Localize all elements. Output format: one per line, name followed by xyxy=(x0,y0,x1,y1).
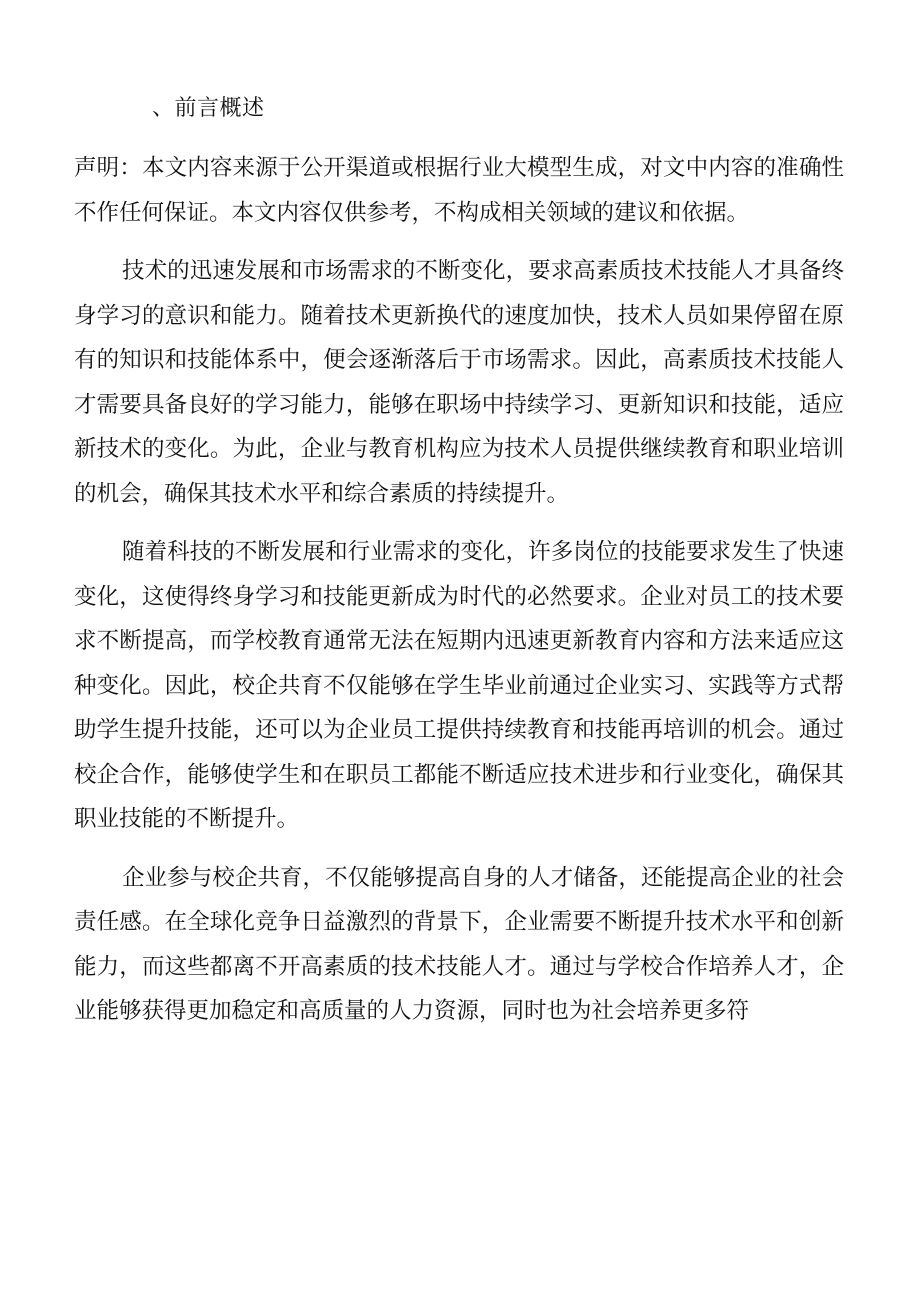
document-body xyxy=(74,146,844,1048)
body-paragraph: 企业参与校企共育，不仅能够提高自身的人才储备，还能提高企业的社会责任感。在全球化竞争日益激烈的背景下，企业需要不断提升技术水平和创新能力，而这些都离不开高素质的技术技能人才。通过与学校合作培养人才，企业能够获得更加稳定和高质量的人力资源，同时也为社会培养更多符 xyxy=(74,864,844,1024)
body-paragraph: 技术的迅速发展和市场需求的不断变化，要求高素质技术技能人才具备终身学习的意识和能力。随着技术更新换代的速度加快，技术人员如果停留在原有的知识和技能体系中，便会逐渐落后于市场需求。因此，高素质技术技能人才需要具备良好的学习能力，能够在职场中持续学习、更新知识和技能，适应新技术的变化。为此，企业与教育机构应为技术人员提供继续教育和职业培训的机会，确保其技术水平和综合素质的持续提升。 xyxy=(74,258,844,507)
disclaimer-paragraph: 声明：本文内容来源于公开渠道或根据行业大模型生成，对文中内容的准确性不作任何保证。本文内容仅供参考，不构成相关领域的建议和依据。 xyxy=(74,155,844,226)
body-paragraph: 随着科技的不断发展和行业需求的变化，许多岗位的技能要求发生了快速变化，这使得终身学习和技能更新成为时代的必然要求。企业对员工的技术要求不断提高，而学校教育通常无法在短期内迅速更新教育内容和方法来适应这种变化。因此，校企共育不仅能够在学生毕业前通过企业实习、实践等方式帮助学生提升技能，还可以为企业员工提供持续教育和技能再培训的机会。通过校企合作，能够使学生和在职员工都能不断适应技术进步和行业变化，确保其职业技能的不断提升。 xyxy=(74,539,844,832)
section-heading: 、前言概述 xyxy=(152,96,265,121)
